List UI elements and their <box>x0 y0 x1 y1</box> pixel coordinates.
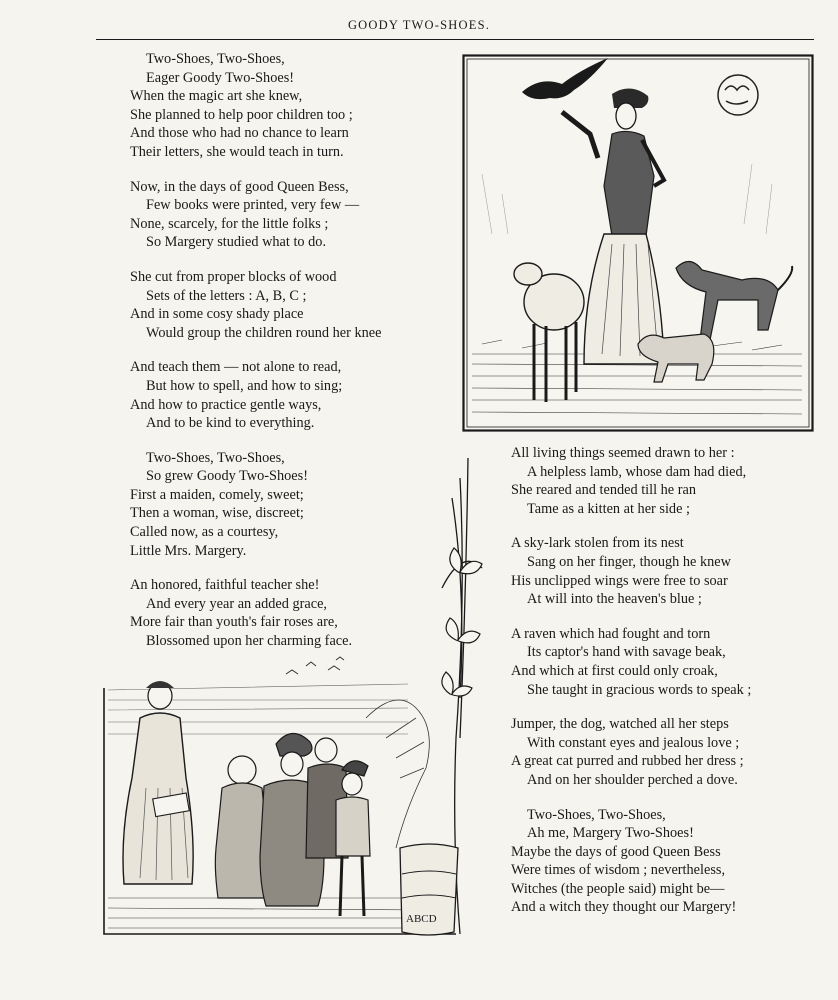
verse-line: Sets of the letters : A, B, C ; <box>146 287 307 304</box>
verse-line: Then a woman, wise, discreet; <box>130 505 304 522</box>
verse-line: Were times of wisdom ; nevertheless, <box>511 862 726 879</box>
verse-line: And a witch they thought our Margery! <box>511 899 737 916</box>
verse-line: She planned to help poor children too ; <box>130 106 353 123</box>
verse-line: And on her shoulder perched a dove. <box>527 771 738 788</box>
stanza <box>511 806 811 918</box>
verse-line: A sky-lark stolen from its nest <box>511 535 684 552</box>
verse-line: And which at first could only croak, <box>511 662 718 679</box>
verse-line: Witches (the people said) might be— <box>511 880 725 897</box>
verse-line: So grew Goody Two-Shoes! <box>146 468 308 485</box>
verse-line: And teach them — not alone to read, <box>130 359 342 376</box>
verse-line: All living things seemed drawn to her : <box>511 445 735 461</box>
verse-line: Little Mrs. Margery. <box>130 542 247 559</box>
stanza <box>511 715 811 789</box>
verse-line: A great cat purred and rubbed her dress ; <box>511 753 744 770</box>
verse-line: Called now, as a courtesy, <box>130 524 279 541</box>
verse-line: Few books were printed, very few — <box>146 197 360 214</box>
verse-line: More fair than youth's fair roses are, <box>130 614 338 631</box>
verse-line: And in some cosy shady place <box>130 306 304 323</box>
barrel-letters: ABCD <box>406 913 437 925</box>
verse-line: And those who had no chance to learn <box>130 125 349 142</box>
stanza <box>130 268 450 342</box>
engraving-woman-icon <box>462 54 814 432</box>
verse-line: Blossomed upon her charming face. <box>146 633 353 650</box>
verse-line: She taught in gracious words to speak ; <box>527 681 752 698</box>
stanza <box>130 178 450 252</box>
verse-line: Ah me, Margery Two-Shoes! <box>527 825 694 842</box>
illustration-woman-with-animals <box>462 54 814 432</box>
verse-line: And how to practice gentle ways, <box>130 396 322 413</box>
verse-line: Two-Shoes, Two-Shoes, <box>146 449 285 466</box>
verse-line: Two-Shoes, Two-Shoes, <box>146 51 285 67</box>
running-head: GOODY TWO-SHOES. <box>347 18 491 32</box>
verse-line: None, scarcely, for the little folks ; <box>130 215 329 232</box>
verse-line: First a maiden, comely, sweet; <box>130 486 304 503</box>
verse-line: Two-Shoes, Two-Shoes, <box>527 806 666 823</box>
verse-line: Now, in the days of good Queen Bess, <box>130 178 349 195</box>
verse-line: So Margery studied what to do. <box>146 234 327 251</box>
verse-line: At will into the heaven's blue ; <box>527 591 702 608</box>
verse-line: A raven which had fought and torn <box>511 625 711 642</box>
engraving-children-icon <box>96 438 492 938</box>
verse-line: Jumper, the dog, watched all her steps <box>511 716 729 733</box>
illustration-teacher-with-children <box>96 438 492 938</box>
verse-line: And to be kind to everything. <box>146 415 315 432</box>
verse-line: And every year an added grace, <box>146 595 327 612</box>
verse-line: Would group the children round her knee <box>146 324 382 341</box>
stanza <box>511 625 811 699</box>
verse-line: But how to spell, and how to sing; <box>146 377 343 394</box>
verse-line: Their letters, she would teach in turn. <box>130 143 344 160</box>
verse-line: With constant eyes and jealous love ; <box>527 734 740 751</box>
verse-line: Eager Goody Two-Shoes! <box>146 69 295 86</box>
stanza <box>130 358 450 432</box>
verse-line: She cut from proper blocks of wood <box>130 268 337 285</box>
verse-line: Maybe the days of good Queen Bess <box>511 843 721 860</box>
verse-line: She reared and tended till he ran <box>511 482 696 499</box>
header-rule <box>96 39 814 40</box>
verse-line: When the magic art she knew, <box>130 88 303 105</box>
verse-line: A helpless lamb, whose dam had died, <box>527 463 747 480</box>
verse-line: Sang on her finger, though he knew <box>527 553 731 570</box>
stanza <box>130 50 450 162</box>
stanza <box>511 444 811 518</box>
stanza <box>511 534 811 608</box>
verse-line: His unclipped wings were free to soar <box>511 572 728 589</box>
poem-right-column <box>511 444 811 933</box>
verse-line: Tame as a kitten at her side ; <box>527 500 690 517</box>
verse-line: An honored, faithful teacher she! <box>130 577 320 594</box>
verse-line: Its captor's hand with savage beak, <box>527 644 726 661</box>
